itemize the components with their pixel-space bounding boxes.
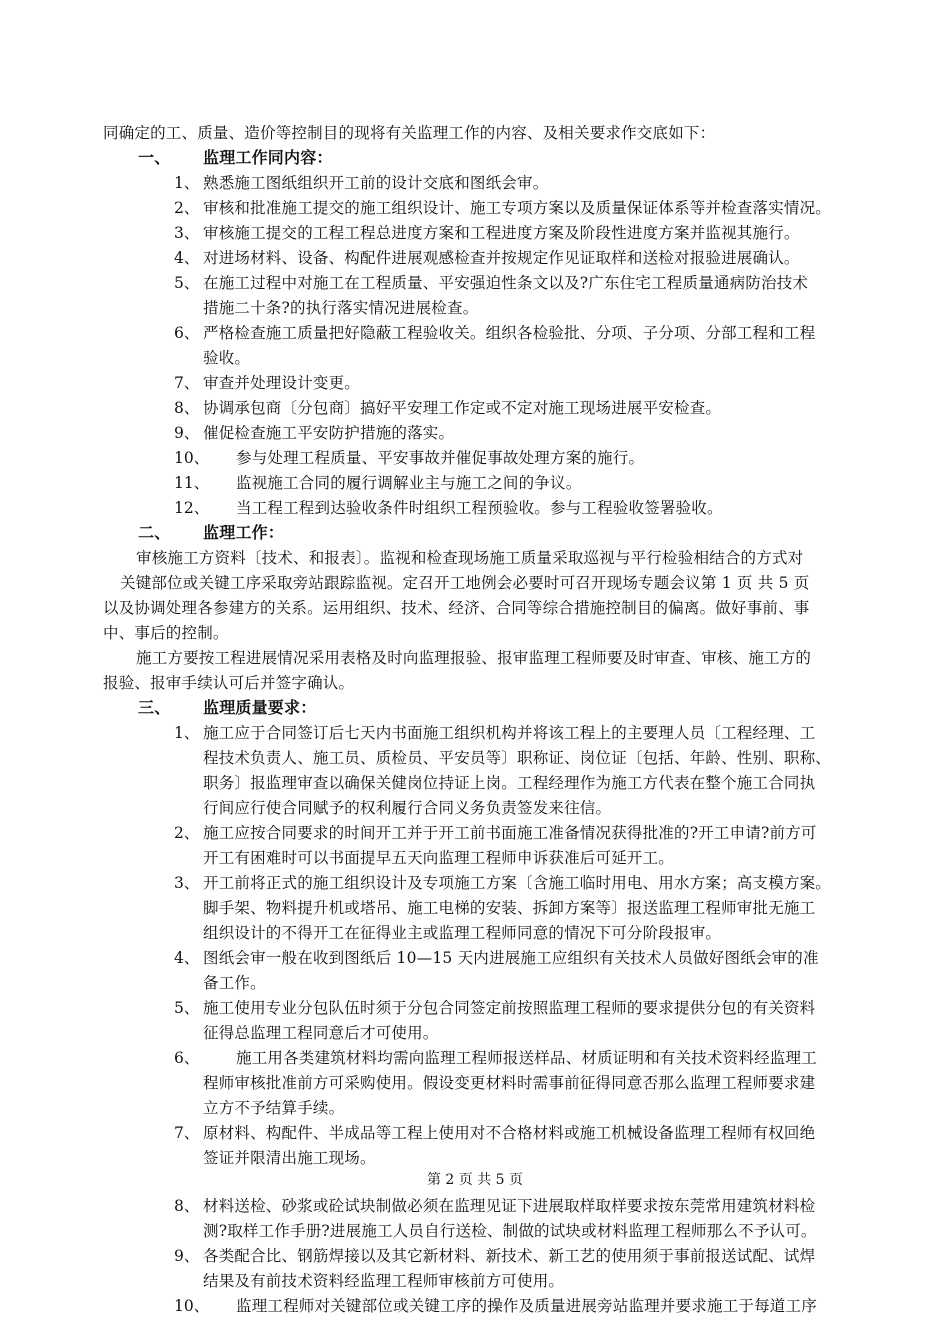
- s1-item-4-text: 对进场材料、设备、构配件进展观感检查并按规定作见证取样和送检对报验进展确认。: [203, 249, 800, 267]
- s1-item-4-number: 4、: [174, 249, 200, 267]
- s3-item-1-number: 1、: [174, 724, 200, 742]
- s1-item-12-number: 12、: [174, 499, 210, 517]
- s3-item-1-text-1: 施工应于合同签订后七天内书面施工组织机构并将该工程上的主要理人员〔工程经理、工: [203, 724, 816, 742]
- s3-item-7-text-1: 原材料、构配件、半成品等工程上使用对不合格材料或施工机械设备监理工程师有权回绝: [203, 1124, 816, 1142]
- s3-item-3-number: 3、: [174, 874, 200, 892]
- page-footer: 第 2 页 共 5 页: [426, 1172, 524, 1188]
- s1-item-1-number: 1、: [174, 174, 200, 192]
- s1-item-3-text: 审核施工提交的工程工程总进度方案和工程进度方案及阶段性进度方案并监视其施行。: [203, 224, 800, 242]
- s3-item-3-text-3: 组织设计的不得开工在征得业主或监理工程师同意的情况下可分阶段报审。: [203, 924, 722, 942]
- s3-item-6-text-1: 施工用各类建筑材料均需向监理工程师报送样品、材质证明和有关技术资料经监理工: [236, 1049, 817, 1067]
- section-2-number: 二、: [138, 523, 171, 542]
- s1-item-11-text: 监视施工合同的履行调解业主与施工之间的争议。: [236, 474, 582, 492]
- s3-item-2-text-2: 开工有困难时可以书面提早五天向监理工程师申诉获准后可延开工。: [203, 849, 675, 867]
- s3-item-9-text-2: 结果及有前技术资料经监理工程师审核前方可使用。: [203, 1272, 565, 1290]
- s3-item-3-text-1: 开工前将正式的施工组织设计及专项施工方案〔含施工临时用电、用水方案；高支模方案。: [203, 874, 832, 892]
- s3-item-6-text-2: 程师审核批准前方可采购使用。假设变更材料时需事前征得同意否那么监理工程师要求建: [203, 1074, 816, 1092]
- s3-item-4-text-1: 图纸会审一般在收到图纸后 10—15 天内进展施工应组织有关技术人员做好图纸会审的准: [203, 949, 819, 967]
- s3-item-2-number: 2、: [174, 824, 200, 842]
- s1-item-5-text-1: 在施工过程中对施工在工程质量、平安强迫性条文以及?广东住宅工程质量通病防治技术: [203, 274, 809, 292]
- s2-paragraph-1-line-4: 中、事后的控制。: [103, 624, 229, 642]
- s3-item-7-number: 7、: [174, 1124, 200, 1142]
- s1-item-8-text: 协调承包商〔分包商〕搞好平安理工作定或不定对施工现场进展平安检查。: [203, 399, 722, 417]
- s3-item-6-number: 6、: [174, 1049, 200, 1067]
- s3-item-1-text-3: 职务〕报监理审查以确保关健岗位持证上岗。工程经理作为施工方代表在整个施工合同执: [203, 774, 816, 792]
- s1-item-1-text: 熟悉施工图纸组织开工前的设计交底和图纸会审。: [203, 174, 549, 192]
- s3-item-10-number: 10、: [174, 1297, 210, 1315]
- s1-item-7-number: 7、: [174, 374, 200, 392]
- s3-item-4-text-2: 备工作。: [203, 974, 266, 992]
- intro-line: 同确定的工、质量、造价等控制目的现将有关监理工作的内容、及相关要求作交底如下：: [103, 124, 716, 142]
- s1-item-5-number: 5、: [174, 274, 200, 292]
- section-1-number: 一、: [138, 148, 171, 167]
- section-2-title: 监理工作：: [203, 523, 285, 542]
- s1-item-11-number: 11、: [174, 474, 210, 492]
- s3-item-4-number: 4、: [174, 949, 200, 967]
- s3-item-5-text-2: 征得总监理工程同意后才可使用。: [203, 1024, 439, 1042]
- s3-item-8-text-2: 测?取样工作手册?进展施工人员自行送检、制做的试块或材料监理工程师那么不予认可。: [203, 1222, 817, 1240]
- s1-item-12-text: 当工程工程到达验收条件时组织工程预验收。参与工程验收签署验收。: [236, 499, 723, 517]
- s1-item-5-text-2: 措施二十条?的执行落实情况进展检查。: [203, 299, 479, 317]
- s1-item-3-number: 3、: [174, 224, 200, 242]
- s3-item-1-text-4: 行间应行使合同赋予的权利履行合同义务负责签发来往信。: [203, 799, 612, 817]
- section-1-title: 监理工作同内容：: [203, 148, 333, 167]
- s2-paragraph-2-line-1: 施工方要按工程进展情况采用表格及时向监理报验、报审监理工程师要及时审查、审核、施工方的: [136, 649, 812, 667]
- s3-item-8-number: 8、: [174, 1197, 200, 1215]
- s1-item-6-text-1: 严格检查施工质量把好隐蔽工程验收关。组织各检验批、分项、子分项、分部工程和工程: [203, 324, 816, 342]
- section-3-number: 三、: [138, 698, 171, 717]
- s1-item-9-text: 催促检查施工平安防护措施的落实。: [203, 424, 455, 442]
- s3-item-9-number: 9、: [174, 1247, 200, 1265]
- s3-item-2-text-1: 施工应按合同要求的时间开工并于开工前书面施工准备情况获得批准的?开工申请?前方可: [203, 824, 817, 842]
- s3-item-8-text-1: 材料送检、砂浆或砼试块制做必须在监理见证下进展取样取样要求按东莞常用建筑材料检: [203, 1197, 816, 1215]
- s1-item-9-number: 9、: [174, 424, 200, 442]
- s1-item-6-text-2: 验收。: [203, 349, 251, 367]
- s1-item-2-text: 审核和批准施工提交的施工组织设计、施工专项方案以及质量保证体系等并检查落实情况。: [203, 199, 832, 217]
- s2-paragraph-1-line-2: 关键部位或关键工序采取旁站跟踪监视。定召开工地例会必要时可召开现场专题会议第 1 页 共 5 页: [120, 574, 810, 592]
- s3-item-6-text-3: 立方不予结算手续。: [203, 1099, 345, 1117]
- s1-item-6-number: 6、: [174, 324, 200, 342]
- s3-item-7-text-2: 签证并限清出施工现场。: [203, 1149, 376, 1167]
- s3-item-5-text-1: 施工使用专业分包队伍时须于分包合同签定前按照监理工程师的要求提供分包的有关资料: [203, 999, 816, 1017]
- s1-item-10-text: 参与处理工程质量、平安事故并催促事故处理方案的施行。: [236, 449, 645, 467]
- s3-item-9-text-1: 各类配合比、钢筋焊接以及其它新材料、新技术、新工艺的使用须于事前报送试配、试焊: [203, 1247, 816, 1265]
- s2-paragraph-1-line-1: 审核施工方资料〔技术、和报表〕。监视和检查现场施工质量采取巡视与平行检验相结合的方式对: [136, 549, 804, 567]
- s1-item-7-text: 审查并处理设计变更。: [203, 374, 361, 392]
- s3-item-10-text-1: 监理工程师对关键部位或关键工序的操作及质量进展旁站监理并要求施工于每道工序: [236, 1297, 817, 1315]
- s2-paragraph-2-line-2: 报验、报审手续认可后并签字确认。: [103, 674, 355, 692]
- s3-item-5-number: 5、: [174, 999, 200, 1017]
- s1-item-8-number: 8、: [174, 399, 200, 417]
- s3-item-3-text-2: 脚手架、物料提升机或塔吊、施工电梯的安装、拆卸方案等〕报送监理工程师审批无施工: [203, 899, 816, 917]
- s3-item-1-text-2: 程技术负责人、施工员、质检员、平安员等〕职称证、岗位证〔包括、年龄、性别、职称、: [203, 749, 832, 767]
- s2-paragraph-1-line-3: 以及协调处理各参建方的关系。运用组织、技术、经济、合同等综合措施控制目的偏离。做好事前、事: [103, 599, 810, 617]
- section-3-title: 监理质量要求：: [203, 698, 317, 717]
- s1-item-10-number: 10、: [174, 449, 210, 467]
- s1-item-2-number: 2、: [174, 199, 200, 217]
